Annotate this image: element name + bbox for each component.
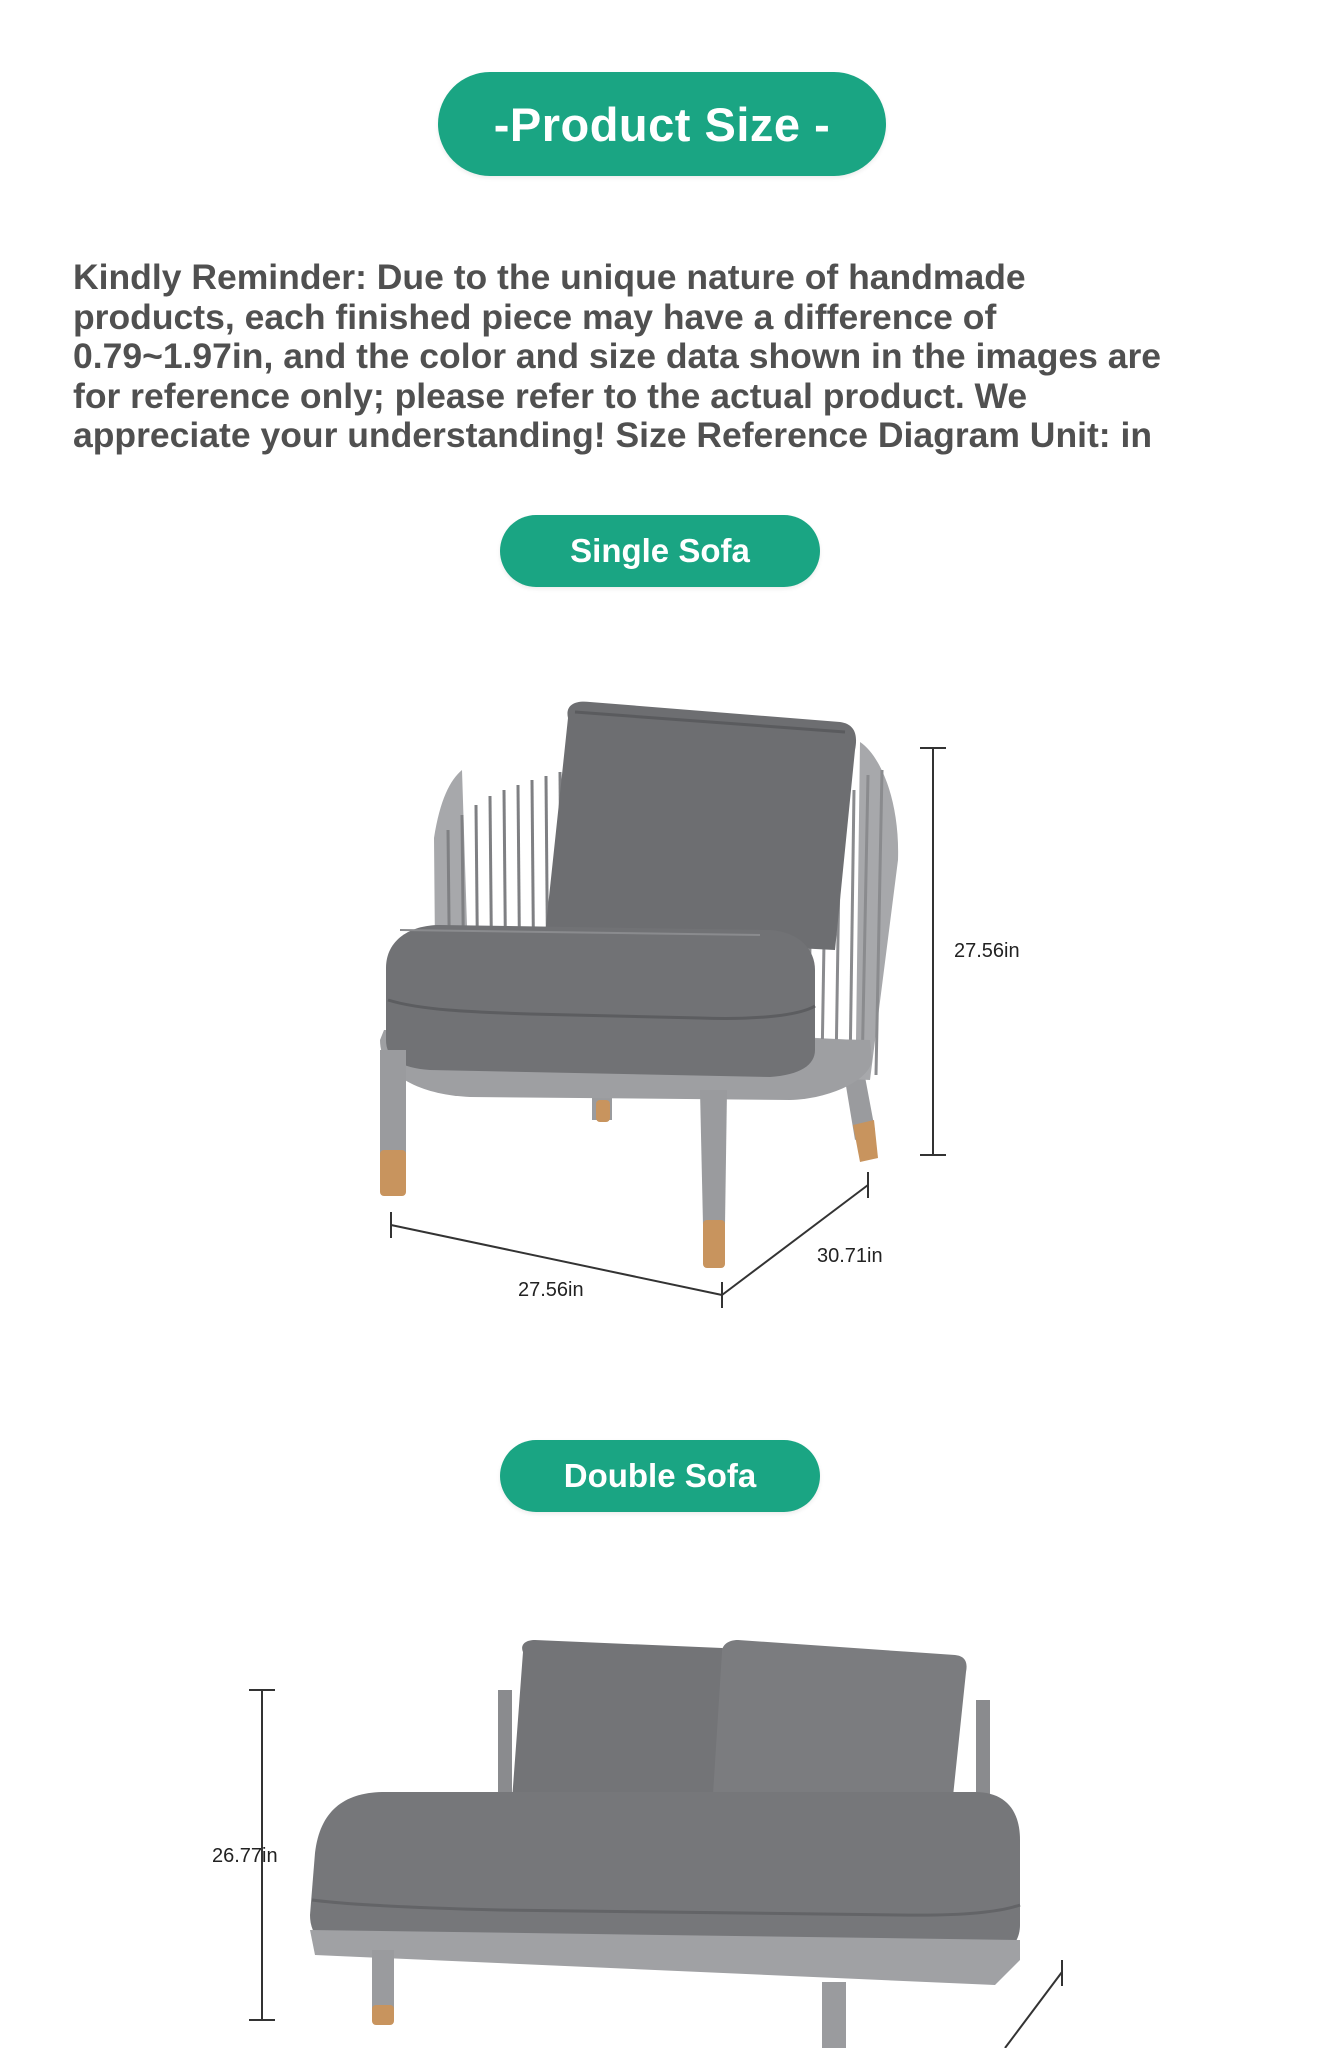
section-title: Product Size <box>509 97 801 151</box>
single-sofa-height-label: 27.56in <box>954 940 1020 962</box>
single-sofa-depth-label: 30.71in <box>817 1245 883 1267</box>
section-title-dash-right: - <box>800 97 831 151</box>
double-sofa-label-pill <box>500 1440 820 1512</box>
double-sofa-height-label: 26.77in <box>212 1845 278 1867</box>
single-sofa-label: Single Sofa <box>570 532 750 569</box>
double-sofa-label: Double Sofa <box>563 1457 757 1494</box>
double-sofa-image <box>249 1640 1062 2048</box>
single-sofa-image <box>380 702 946 1308</box>
section-title-dash-left: - <box>493 97 510 151</box>
single-sofa-width-label: 27.56in <box>518 1279 584 1301</box>
reminder-text: Kindly Reminder: Due to the unique nature of handmade products, each finished piece may have a difference of 0.79~1.97in, and the color and size data shown in the images are for reference only; please refer to the actual product. We appreciate your understanding! Size Reference Diagram Unit: in <box>73 257 1162 455</box>
